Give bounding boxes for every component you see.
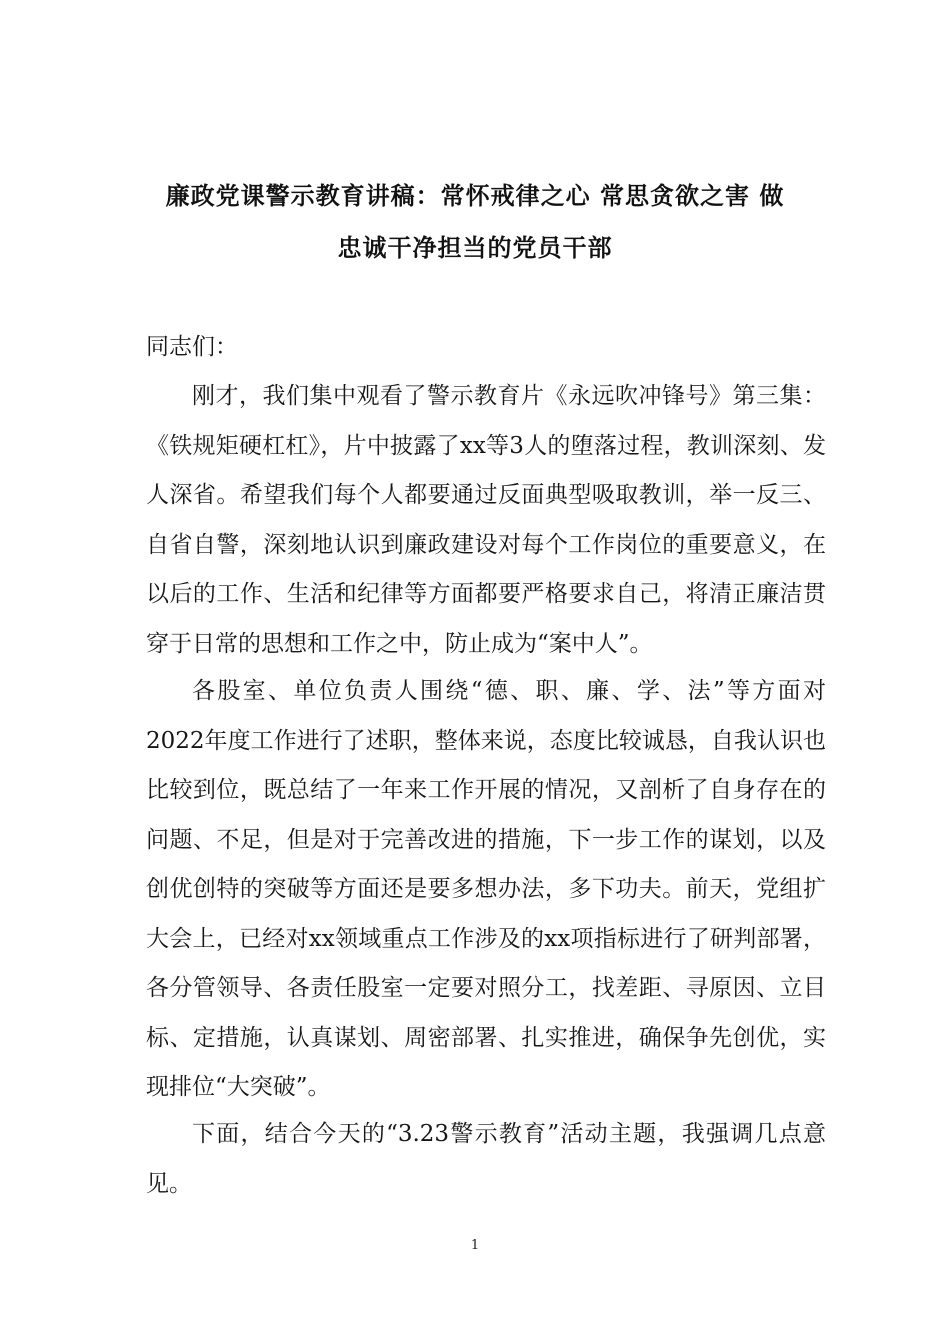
document-title-line-2: 忠诚干净担当的党员干部 (337, 233, 613, 262)
page-number: 1 (470, 1238, 480, 1253)
paragraph-3: 下面，结合今天的“3.23警示教育”活动主题，我强调几点意见。 (146, 1121, 826, 1197)
salutation: 同志们： (146, 334, 238, 360)
document-title-line-1: 廉政党课警示教育讲稿：常怀戒律之心 常思贪欲之害 做 (165, 181, 785, 210)
paragraph-1: 刚才，我们集中观看了警示教育片《永远吹冲锋号》第三集：《铁规矩硬杠杠》，片中披露了xx等3人的堕落过程，教训深刻、发人深省。希望我们每个人都要通过反面典型吸取教训，举一反三、自省自警，深刻地认识到廉政建设对每个工作岗位的重要意义，在以后的工作、生活和纪律等方面都要严格要求自己，将清正廉洁贯穿于日常的思想和工作之中，防止成为“案中人”。 (146, 383, 826, 657)
paragraph-2: 各股室、单位负责人围绕“德、职、廉、学、法”等方面对2022年度工作进行了述职，整体来说，态度比较诚恳，自我认识也比较到位，既总结了一年来工作开展的情况，又剖析了自身存在的问题、不足，但是对于完善改进的措施，下一步工作的谋划，以及创优创特的突破等方面还是要多想办法，多下功夫。前天，党组扩大会上，已经对xx领域重点工作涉及的xx项指标进行了研判部署，各分管领导、各责任股室一定要对照分工，找差距、寻原因、立目标、定措施，认真谋划、周密部署、扎实推进，确保争先创优，实现排位“大突破”。 (146, 678, 826, 1100)
